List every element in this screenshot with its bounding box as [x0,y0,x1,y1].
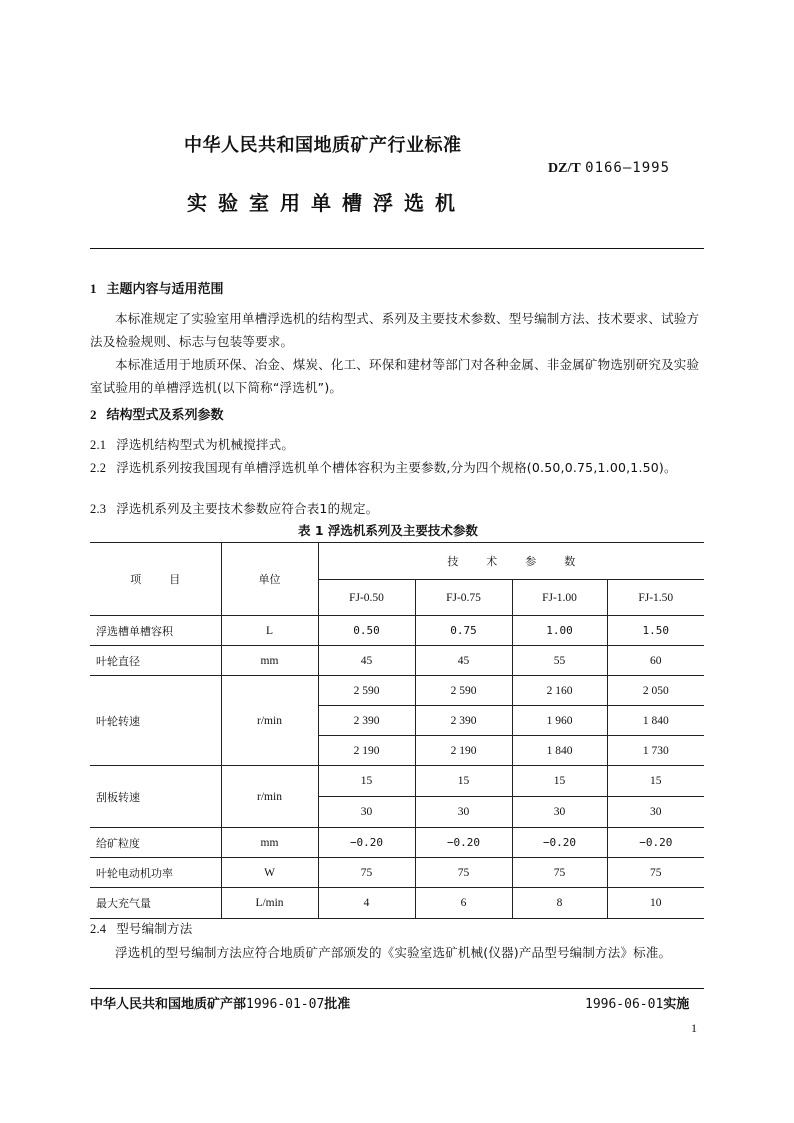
clause-2-4-heading [90,917,704,941]
row-unit: W [221,858,318,888]
cell: 30 [415,797,512,828]
table-1-caption: 表 1 浮选机系列及主要技术参数 [298,523,478,538]
cell: 60 [607,646,704,676]
table-row [90,766,704,797]
parameter-table [90,542,704,919]
effective-line [585,993,689,1012]
clause-2-2 [90,456,704,480]
approval-issuer: 中华人民共和国地质矿产部 [90,997,247,1012]
cell: 1.00 [512,616,607,646]
row-name: 给矿粒度 [90,828,221,858]
row-name: 叶轮转速 [90,676,221,766]
cell: 75 [607,858,704,888]
clause-2-4-title: 型号编制方法 [116,921,193,936]
section-2-heading [90,404,224,423]
row-unit: r/min [221,676,318,766]
table-row [90,646,704,676]
cell: 10 [607,888,704,919]
clause-2-3-number: 2.3 [90,502,107,516]
table-header-row [90,543,704,580]
model-fj-150: FJ-1.50 [607,580,704,616]
header-rule [90,248,704,249]
cell: 75 [415,858,512,888]
page-number: 1 [691,1021,697,1035]
section-1-number: 1 [90,281,97,296]
cell: 2 190 [415,736,512,766]
section-2-number: 2 [90,407,97,422]
cell: 45 [415,646,512,676]
section-1-title: 主题内容与适用范围 [106,282,224,297]
cell: 1.50 [607,616,704,646]
approval-suffix: 批准 [324,997,351,1012]
table-row [90,888,704,919]
section-2-title: 结构型式及系列参数 [106,408,224,423]
cell: 2 050 [607,676,704,706]
cell: 15 [512,766,607,797]
table-row [90,858,704,888]
cell: 2 190 [318,736,415,766]
header-params: 技 术 参 数 [318,543,704,580]
cell: −0.20 [318,828,415,858]
section-1-para-2: 本标准适用于地质环保、冶金、煤炭、化工、环保和建材等部门对各种金属、非金属矿物选别研究及实验室试验用的单槽浮选机(以下简称“浮选机”)。 [90,357,700,395]
clause-2-4-number: 2.4 [90,922,107,936]
effective-suffix: 实施 [663,997,690,1012]
row-name: 浮选槽单槽容积 [90,616,221,646]
cell: 30 [512,797,607,828]
cell: 1 840 [607,706,704,736]
clause-2-3 [90,497,704,521]
cell: 1 840 [512,736,607,766]
cell: −0.20 [512,828,607,858]
document-title: 实验室用单槽浮选机 [187,191,466,215]
clause-2-1-number: 2.1 [90,438,107,452]
cell: 15 [607,766,704,797]
code-number: 0166—1995 [585,160,670,176]
row-unit: L/min [221,888,318,919]
cell: 15 [318,766,415,797]
model-fj-075: FJ-0.75 [415,580,512,616]
clause-2-1-text: 浮选机结构型式为机械搅拌式。 [116,437,295,452]
cell: −0.20 [607,828,704,858]
clause-2-2-number: 2.2 [90,461,107,475]
clause-2-3-text: 浮选机系列及主要技术参数应符合表1的规定。 [116,501,379,516]
cell: −0.20 [415,828,512,858]
approval-date: 1996-01-07 [246,997,325,1012]
approval-line [90,993,350,1012]
effective-date: 1996-06-01 [585,997,664,1012]
cell: 0.50 [318,616,415,646]
cell: 30 [318,797,415,828]
table-row [90,828,704,858]
cell: 2 390 [415,706,512,736]
footer-rule [90,988,704,989]
cell: 2 590 [415,676,512,706]
standard-code [548,160,670,177]
row-unit: r/min [221,766,318,828]
row-unit: L [221,616,318,646]
row-name: 叶轮电动机功率 [90,858,221,888]
clause-2-2-text: 浮选机系列按我国现有单槽浮选机单个槽体容积为主要参数,分为四个规格(0.50,0.75,1.00,1.50)。 [116,460,677,475]
header-item: 项 目 [90,543,221,616]
header-unit: 单位 [221,543,318,616]
cell: 6 [415,888,512,919]
model-fj-100: FJ-1.00 [512,580,607,616]
issuer-title: 中华人民共和国地质矿产行业标准 [184,135,462,156]
cell: 8 [512,888,607,919]
cell: 55 [512,646,607,676]
cell: 75 [512,858,607,888]
table-row [90,616,704,646]
row-name: 刮板转速 [90,766,221,828]
cell: 1 730 [607,736,704,766]
clause-2-1 [90,433,704,457]
row-unit: mm [221,646,318,676]
cell: 2 160 [512,676,607,706]
model-fj-050: FJ-0.50 [318,580,415,616]
cell: 2 590 [318,676,415,706]
cell: 30 [607,797,704,828]
row-name: 叶轮直径 [90,646,221,676]
code-prefix: DZ/T [548,161,581,176]
cell: 45 [318,646,415,676]
row-name: 最大充气量 [90,888,221,919]
cell: 75 [318,858,415,888]
row-unit: mm [221,828,318,858]
section-1-heading [90,278,224,297]
table-row [90,676,704,706]
clause-2-4-text: 浮选机的型号编制方法应符合地质矿产部颁发的《实验室选矿机械(仪器)产品型号编制方法》标准。 [115,945,672,960]
cell: 15 [415,766,512,797]
section-1-para-1: 本标准规定了实验室用单槽浮选机的结构型式、系列及主要技术参数、型号编制方法、技术要求、试验方法及检验规则、标志与包装等要求。 [90,311,700,349]
cell: 0.75 [415,616,512,646]
cell: 4 [318,888,415,919]
cell: 2 390 [318,706,415,736]
cell: 1 960 [512,706,607,736]
